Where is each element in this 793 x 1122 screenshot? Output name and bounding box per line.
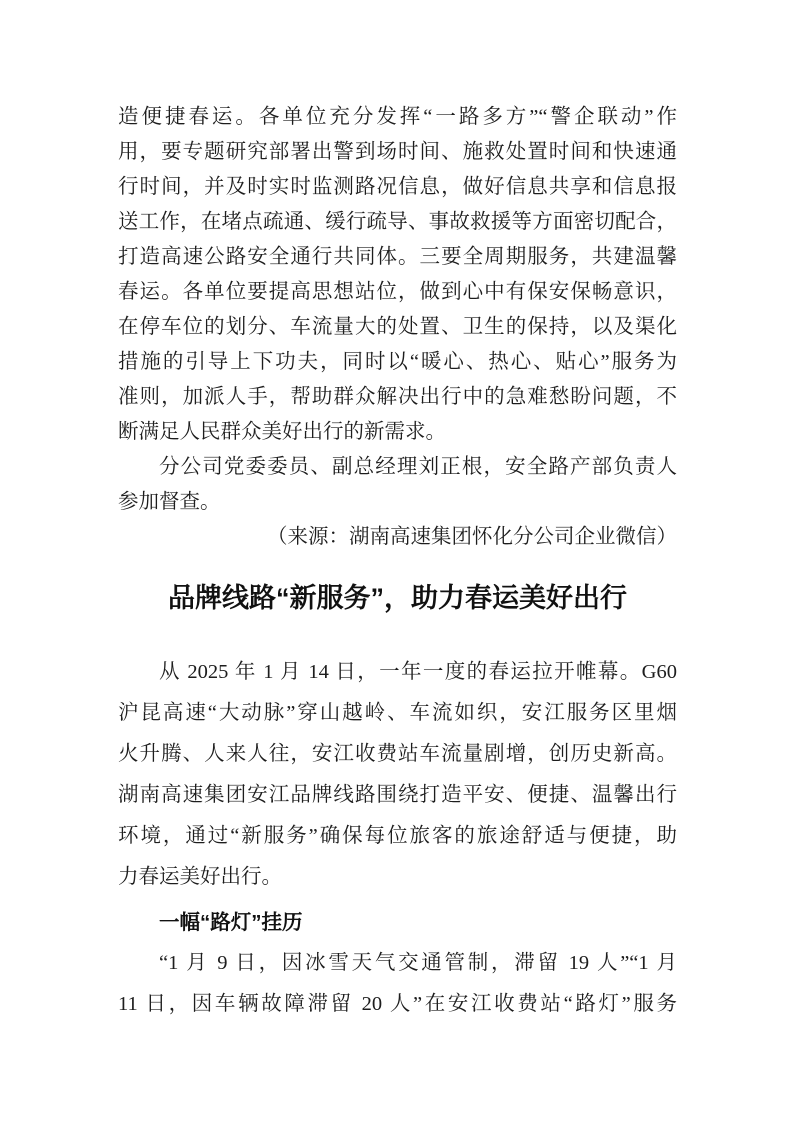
text-line: 在停车位的划分、车流量大的处置、卫生的保持，以及渠化 [118,316,677,338]
text-line: 11 日，因车辆故障滞留 20 人”在安江收费站“路灯”服务 [118,993,677,1015]
text-line: 准则，加派人手，帮助群众解决出行中的急难愁盼问题，不 [118,386,677,408]
text-line: 分公司党委委员、副总经理刘正根，安全路产部负责人 [159,456,677,478]
text-line: 行时间，并及时实时监测路况信息，做好信息共享和信息报 [118,176,677,198]
text-column [118,100,677,1025]
article2-title: 品牌线路“新服务”，助力春运美好出行 [168,583,627,613]
article2-body [118,652,677,1025]
text-line: 沪昆高速“大动脉”穿山越岭、车流如织，安江服务区里烟 [118,702,677,724]
text-line: 用，要专题研究部署出警到场时间、施救处置时间和快速通 [118,141,677,163]
text-line: 造便捷春运。各单位充分发挥“一路多方”“警企联动”作 [118,106,677,128]
text-line: 送工作，在堵点疏通、缓行疏导、事故救援等方面密切配合， [118,211,677,233]
section-subheading: 一幅“路灯”挂历 [159,911,303,934]
text-line: 措施的引导上下功夫，同时以“暖心、热心、贴心”服务为 [118,351,677,373]
source-attribution: （来源：湖南高速集团怀化分公司企业微信） [267,526,677,548]
text-line: 参加督查。 [118,491,221,513]
text-line: 力春运美好出行。 [118,866,282,888]
text-line: 环境，通过“新服务”确保每位旅客的旅途舒适与便捷，助 [118,825,677,847]
article1-body [118,100,677,555]
text-line: “1 月 9 日，因冰雪天气交通管制，滞留 19 人”“1 月 [159,952,677,974]
text-line: 春运。各单位要提高思想站位，做到心中有保安保畅意识， [118,281,677,303]
text-line: 断满足人民群众美好出行的新需求。 [118,421,446,443]
text-line: 湖南高速集团安江品牌线路围绕打造平安、便捷、温馨出行 [118,784,677,806]
text-line: 从 2025 年 1 月 14 日，一年一度的春运拉开帷幕。G60 [159,661,677,683]
text-line: 火升腾、人来人往，安江收费站车流量剧增，创历史新高。 [118,743,677,765]
text-line: 打造高速公路安全通行共同体。三要全周期服务，共建温馨 [118,246,677,268]
